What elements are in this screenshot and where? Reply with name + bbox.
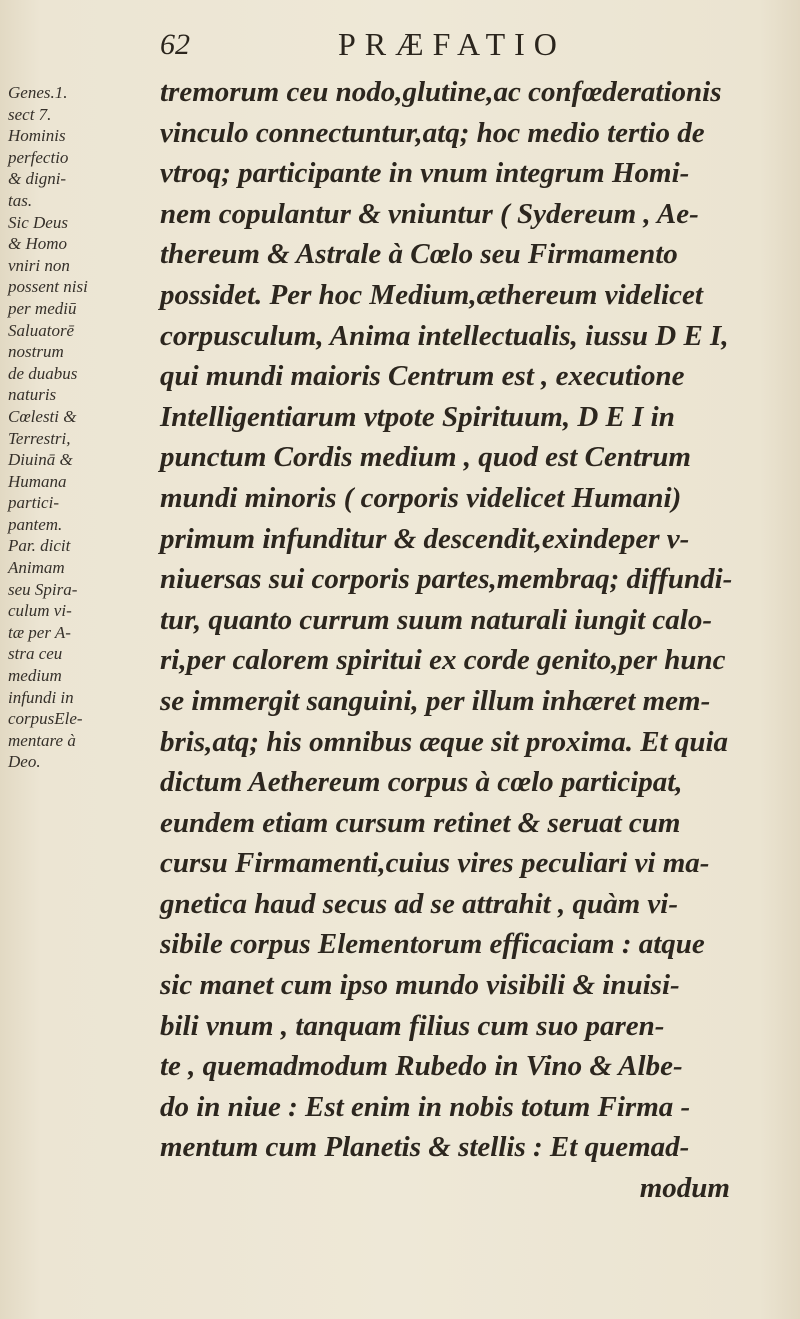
margin-note-line: Genes.1. bbox=[8, 83, 68, 102]
margin-note-line: medium bbox=[8, 666, 62, 686]
text-line: punctum Cordis medium , quod est Centrum bbox=[160, 441, 691, 474]
margin-note-line: Deo. bbox=[8, 752, 41, 772]
text-line: sic manet cum ipso mundo visibili & inuisi- bbox=[160, 969, 680, 1002]
margin-note-line: sect 7. bbox=[8, 104, 52, 124]
text-line: corpusculum, Anima intellectualis, iussu D E I, bbox=[160, 319, 729, 352]
margin-note-line: perfectio bbox=[8, 147, 69, 167]
margin-note-line: & Homo bbox=[8, 234, 68, 254]
margin-note-line: culum vi- bbox=[8, 601, 72, 621]
margin-note-line: vniri non bbox=[8, 255, 70, 275]
margin-note-line: partici- bbox=[8, 493, 59, 513]
text-line: eundem etiam cursum retinet & seruat cum bbox=[160, 806, 681, 839]
margin-note-line: Animam bbox=[8, 558, 65, 578]
marginal-notes bbox=[8, 82, 138, 773]
text-line: tur, quanto currum suum naturali iungit calo- bbox=[160, 603, 713, 636]
text-line: niuersas sui corporis partes,membraq; diffundi- bbox=[160, 563, 733, 596]
text-line: bili vnum , tanquam filius cum suo paren- bbox=[160, 1009, 665, 1042]
margin-note-line: seu Spira- bbox=[8, 579, 78, 599]
text-line: thereum & Astrale à Cœlo seu Firmamento bbox=[160, 238, 678, 271]
page-header bbox=[0, 22, 800, 72]
margin-note-line: Humana bbox=[8, 471, 67, 491]
margin-note-line: stra ceu bbox=[8, 644, 63, 664]
margin-note-line: Diuinā & bbox=[8, 450, 73, 470]
text-line: se immergit sanguini, per illum inhæret mem- bbox=[160, 684, 711, 717]
margin-note-line: & digni- bbox=[8, 169, 67, 189]
margin-note-line: Par. dicit bbox=[8, 536, 71, 556]
main-text-block bbox=[140, 72, 780, 1209]
margin-note-line: pantem. bbox=[8, 514, 63, 534]
margin-note-line: tæ per A- bbox=[8, 622, 71, 642]
page-number: 62 bbox=[160, 28, 190, 61]
margin-note-line: tas. bbox=[8, 190, 33, 210]
text-line: ri,per calorem spiritui ex corde genito,per hunc bbox=[160, 644, 726, 677]
text-line: mundi minoris ( corporis videlicet Humani) bbox=[160, 481, 682, 514]
margin-note-line: Terrestri, bbox=[8, 428, 71, 448]
margin-note-line: per mediū bbox=[8, 298, 77, 318]
margin-note-line: Sic Deus bbox=[8, 212, 68, 232]
margin-note-line: Cœlesti & bbox=[8, 406, 77, 426]
text-line: gnetica haud secus ad se attrahit , quàm vi- bbox=[160, 887, 679, 920]
text-line: vtroq; participante in vnum integrum Homi- bbox=[160, 157, 690, 190]
text-line: Intelligentiarum vtpote Spirituum, D E I in bbox=[160, 400, 675, 433]
text-line: tremorum ceu nodo,glutine,ac confœderationis bbox=[160, 76, 722, 108]
margin-note-line: infundi in bbox=[8, 687, 74, 707]
text-line: do in niue : Est enim in nobis totum Firma - bbox=[160, 1090, 691, 1123]
margin-note-line: de duabus bbox=[8, 363, 78, 383]
text-line: vinculo connectuntur,atq; hoc medio tertio de bbox=[160, 116, 705, 149]
text-line: te , quemadmodum Rubedo in Vino & Albe- bbox=[160, 1050, 683, 1083]
text-line: qui mundi maioris Centrum est , executione bbox=[160, 360, 685, 393]
text-line: sibile corpus Elementorum efficaciam : atque bbox=[160, 928, 705, 961]
text-line: nem copulantur & vniuntur ( Sydereum , Ae- bbox=[160, 197, 699, 230]
margin-note-line: nostrum bbox=[8, 342, 64, 362]
margin-note-line: mentare à bbox=[8, 730, 76, 750]
text-line: mentum cum Planetis & stellis : Et quemad- bbox=[160, 1131, 690, 1164]
running-title: PRÆFATIO bbox=[338, 26, 566, 62]
text-line: primum infunditur & descendit,exindeper v- bbox=[160, 522, 690, 555]
text-line: dictum Aethereum corpus à cœlo participat, bbox=[160, 766, 683, 799]
text-line: cursu Firmamenti,cuius vires peculiari vi ma- bbox=[160, 847, 710, 880]
text-line: bris,atq; his omnibus æque sit proxima. Et quia bbox=[160, 725, 729, 758]
margin-note-line: naturis bbox=[8, 385, 57, 405]
margin-note-line: Saluatorē bbox=[8, 320, 75, 340]
margin-note-line: Hominis bbox=[8, 126, 66, 146]
text-line: modum bbox=[639, 1172, 730, 1205]
text-line: possidet. Per hoc Medium,æthereum videlicet bbox=[160, 278, 703, 311]
margin-note-line: corpusEle- bbox=[8, 709, 83, 729]
margin-note-line: possent nisi bbox=[8, 277, 88, 297]
